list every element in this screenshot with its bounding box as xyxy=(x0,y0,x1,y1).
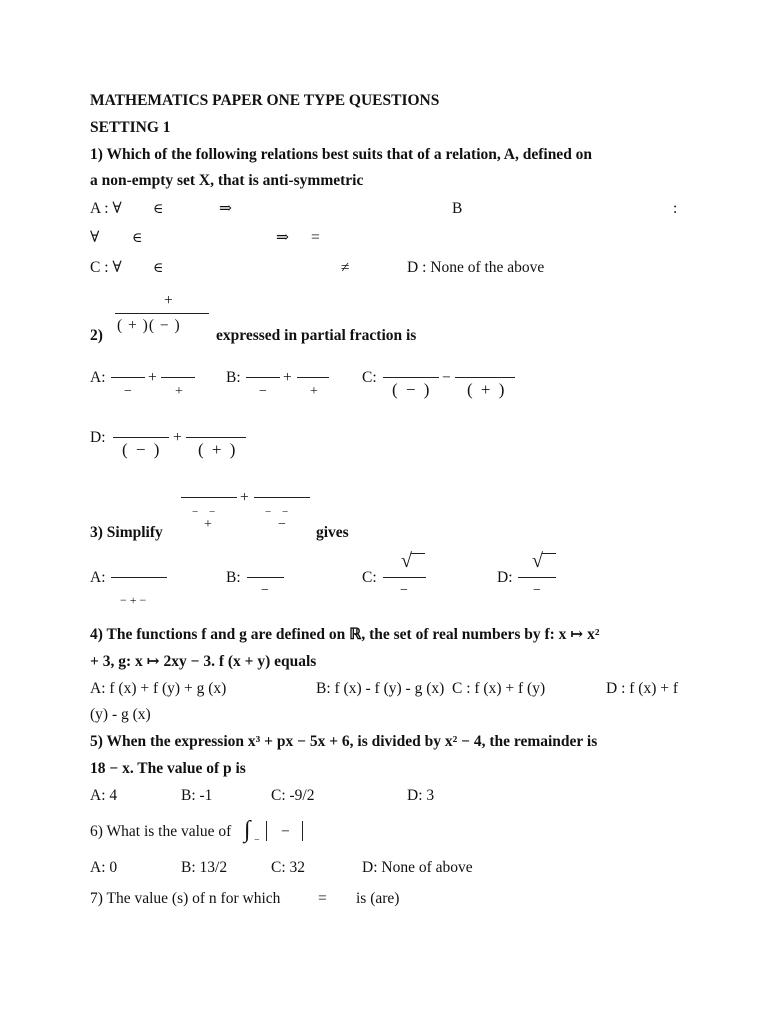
q3-inner-bar2 xyxy=(254,497,310,498)
q6-expr-minus: − xyxy=(281,823,290,840)
q6-integral-sign: ∫ xyxy=(244,817,251,843)
q1-option-b-label: B xyxy=(452,200,463,217)
q2-option-b-den2: + xyxy=(310,384,318,399)
q2-option-c-minus: − xyxy=(442,369,451,386)
q1-option-a-implies: ⇒ xyxy=(219,200,232,217)
q1-option-b-forall: ∀ xyxy=(90,229,100,246)
q4-option-b: B: f (x) - f (y) - g (x) xyxy=(316,680,445,697)
q3-option-c-bar xyxy=(383,577,426,578)
q2-option-d-plus: + xyxy=(173,429,182,446)
q2-option-a-label: A: xyxy=(90,369,106,386)
q2-option-a-plus: + xyxy=(148,369,157,386)
q6-lower-limit: − xyxy=(254,835,260,846)
q3-option-c-radical-bar xyxy=(411,553,425,554)
q4-option-d-line1: D : f (x) + f xyxy=(606,680,679,697)
q3-option-d-sqrt: √ xyxy=(532,550,543,572)
q2-option-a-den1: − xyxy=(124,384,132,399)
q5-option-d: D: 3 xyxy=(407,787,435,804)
q2-option-b-plus: + xyxy=(283,369,292,386)
q3-numerator-plus: + xyxy=(240,489,249,506)
q3-option-d-den: − xyxy=(533,583,541,598)
q1-option-d: D : None of the above xyxy=(407,259,545,276)
q1-option-a-label: A : ∀ xyxy=(90,200,122,217)
q4-text-line1: 4) The functions f and g are defined on ℝ, the set of real numbers by f: x ↦ x² xyxy=(90,626,600,643)
q3-option-b-bar xyxy=(247,577,284,578)
q2-option-d-den2: ( + ) xyxy=(198,440,238,459)
q3-option-b-label: B: xyxy=(226,569,241,586)
q5-text-line2: 18 − x. The value of p is xyxy=(90,760,246,777)
q4-text-line2: + 3, g: x ↦ 2xy − 3. f (x + y) equals xyxy=(90,653,317,670)
q2-option-c-den2: ( + ) xyxy=(467,380,507,399)
q6-option-c: C: 32 xyxy=(271,859,306,876)
q2-option-a-den2: + xyxy=(175,384,183,399)
q2-option-b-bar1 xyxy=(246,377,280,378)
q1-option-b-colon: : xyxy=(673,200,678,217)
q2-numerator-plus: + xyxy=(164,292,173,309)
q4-option-c: C : f (x) + f (y) xyxy=(452,680,546,697)
q3-inner-den2: − − xyxy=(265,506,293,518)
q6-abs-right-bar xyxy=(302,821,303,841)
q3-denominator-plus: + xyxy=(204,517,212,532)
q2-option-d-den1: ( − ) xyxy=(122,440,162,459)
q3-option-a-den: − + − xyxy=(120,593,147,607)
q2-denominator: ( + )( − ) xyxy=(117,317,181,334)
q2-fraction-bar xyxy=(115,313,209,314)
q2-option-b-den1: − xyxy=(259,384,267,399)
q5-option-b: B: -1 xyxy=(181,787,213,804)
q2-option-b-label: B: xyxy=(226,369,241,386)
q1-text-line2: a non-empty set X, that is anti-symmetric xyxy=(90,172,364,189)
q3-gives: gives xyxy=(316,524,349,541)
q5-text-line1: 5) When the expression x³ + px − 5x + 6, is divided by x² − 4, the remainder is xyxy=(90,733,598,750)
q6-text: 6) What is the value of xyxy=(90,823,232,840)
q1-option-a-in: ∈ xyxy=(153,202,164,217)
q3-option-b-den: − xyxy=(261,583,269,598)
q2-option-a-bar2 xyxy=(161,377,195,378)
q2-option-d-bar1 xyxy=(113,437,169,438)
q3-option-c-den: − xyxy=(400,583,408,598)
q5-option-a: A: 4 xyxy=(90,787,118,804)
q2-option-c-bar1 xyxy=(383,377,439,378)
q1-option-b-implies: ⇒ xyxy=(276,229,289,246)
q2-option-d-label: D: xyxy=(90,429,106,446)
q1-option-b-equals: = xyxy=(311,229,320,246)
q3-option-c-label: C: xyxy=(362,569,377,586)
q2-option-a-bar1 xyxy=(111,377,145,378)
q1-option-c-label: C : ∀ xyxy=(90,259,122,276)
q2-option-c-den1: ( − ) xyxy=(392,380,432,399)
q2-option-c-label: C: xyxy=(362,369,377,386)
q7-tail: is (are) xyxy=(356,890,400,907)
q1-option-c-in: ∈ xyxy=(153,261,164,276)
q2-text: expressed in partial fraction is xyxy=(216,327,417,344)
q6-option-d: D: None of above xyxy=(362,859,473,876)
q5-option-c: C: -9/2 xyxy=(271,787,315,804)
q2-option-b-bar2 xyxy=(297,377,329,378)
setting-label: SETTING 1 xyxy=(90,119,171,136)
q3-option-a-label: A: xyxy=(90,569,106,586)
q2-option-d-bar2 xyxy=(186,437,246,438)
q3-text: 3) Simplify xyxy=(90,524,163,541)
q6-abs-left-bar xyxy=(266,821,267,841)
q3-inner-bar1 xyxy=(181,497,237,498)
q4-option-a: A: f (x) + f (y) + g (x) xyxy=(90,680,227,697)
q3-option-d-label: D: xyxy=(497,569,513,586)
q4-option-d-line2: (y) - g (x) xyxy=(90,706,151,723)
q3-option-d-bar xyxy=(518,577,556,578)
q3-option-c-sqrt: √ xyxy=(401,550,412,572)
q1-text-line1: 1) Which of the following relations best suits that of a relation, A, defined on xyxy=(90,146,593,163)
paper-title: MATHEMATICS PAPER ONE TYPE QUESTIONS xyxy=(90,92,440,109)
q3-option-a-bar xyxy=(111,577,167,578)
q2-option-c-bar2 xyxy=(455,377,515,378)
q3-option-d-radical-bar xyxy=(542,553,556,554)
q1-option-c-neq: ≠ xyxy=(341,259,350,276)
q1-option-b-in: ∈ xyxy=(132,231,143,246)
q6-option-b: B: 13/2 xyxy=(181,859,228,876)
q3-denominator-minus: − xyxy=(278,517,286,532)
q3-inner-den1: − − xyxy=(192,506,220,518)
q7-text: 7) The value (s) of n for which xyxy=(90,890,281,907)
q7-equals: = xyxy=(318,890,327,907)
q2-number: 2) xyxy=(90,327,103,344)
q6-option-a: A: 0 xyxy=(90,859,118,876)
